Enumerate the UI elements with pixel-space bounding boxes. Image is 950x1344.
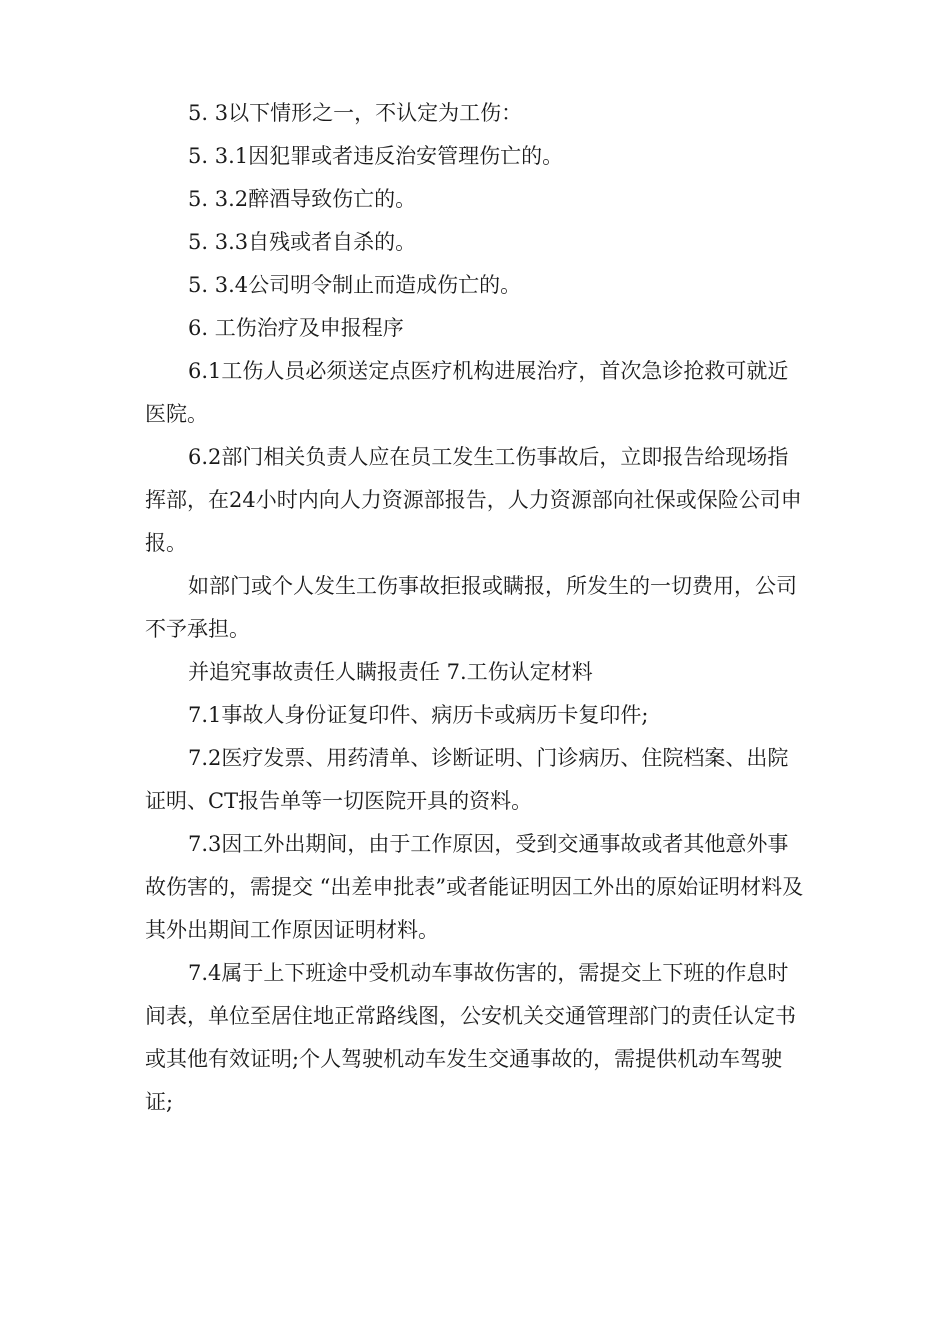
text-line: 就近医院。 — [145, 359, 789, 426]
paragraph — [145, 952, 805, 1124]
paragraph — [145, 135, 805, 178]
text-line: 6.2部门相关负责人应在员工发生工伤事故后，立即报告给现 — [188, 445, 747, 469]
text-line: 7.4属于上下班途中受机动车事故伤害的，需提交上下班的作 — [188, 961, 747, 985]
text-line: 出院证明、CT报告单等一切医院开具的资料。 — [145, 746, 789, 813]
paragraph — [145, 178, 805, 221]
text-line: 证明材料及其外出期间工作原因证明材料。 — [145, 875, 804, 942]
text-line: 公司不予承担。 — [145, 574, 797, 641]
paragraph — [145, 264, 805, 307]
paragraph — [145, 823, 805, 952]
text-line: 5. 3.1因犯罪或者违反治安管理伤亡的。 — [188, 144, 564, 168]
paragraph — [145, 92, 805, 135]
text-line: 5. 3以下情形之一，不认定为工伤： — [188, 101, 523, 125]
paragraph — [145, 651, 805, 694]
document-page — [145, 92, 805, 1124]
text-line: 6. 工伤治疗及申报程序 — [188, 316, 404, 340]
paragraph — [145, 737, 805, 823]
text-line: 险公司申报。 — [145, 488, 802, 555]
paragraph — [145, 694, 805, 737]
text-line: 外事故伤害的，需提交 “出差申批表”或者能证明因工外出的原始 — [145, 832, 789, 899]
text-line: 5. 3.2醉酒导致伤亡的。 — [188, 187, 417, 211]
text-line: 场指挥部，在24小时内向人力资源部报告，人力资源部向社保或保 — [145, 445, 789, 512]
paragraph — [145, 436, 805, 565]
text-line: 7.2医疗发票、用药清单、诊断证明、门诊病历、住院档案、 — [188, 746, 747, 770]
paragraph — [145, 565, 805, 651]
paragraph — [145, 221, 805, 264]
text-line: 7.1事故人身份证复印件、病历卡或病历卡复印件; — [188, 703, 649, 727]
paragraph — [145, 350, 805, 436]
text-line: 6.1工伤人员必须送定点医疗机构进展治疗，首次急诊抢救可 — [188, 359, 747, 383]
text-line: 机动车驾驶证; — [145, 1047, 783, 1114]
text-line: 并追究事故责任人瞒报责任 7.工伤认定材料 — [188, 660, 593, 684]
text-line: 如部门或个人发生工伤事故拒报或瞒报，所发生的一切费用， — [188, 574, 755, 598]
text-line: 7.3因工外出期间，由于工作原因，受到交通事故或者其他意 — [188, 832, 747, 856]
text-line: 5. 3.3自残或者自杀的。 — [188, 230, 417, 254]
text-line: 任认定书或其他有效证明;个人驾驶机动车发生交通事故的，需提供 — [145, 1004, 796, 1071]
section-heading — [145, 307, 805, 350]
text-line: 息时间表，单位至居住地正常路线图，公安机关交通管理部门的责 — [145, 961, 789, 1028]
text-line: 5. 3.4公司明令制止而造成伤亡的。 — [188, 273, 522, 297]
